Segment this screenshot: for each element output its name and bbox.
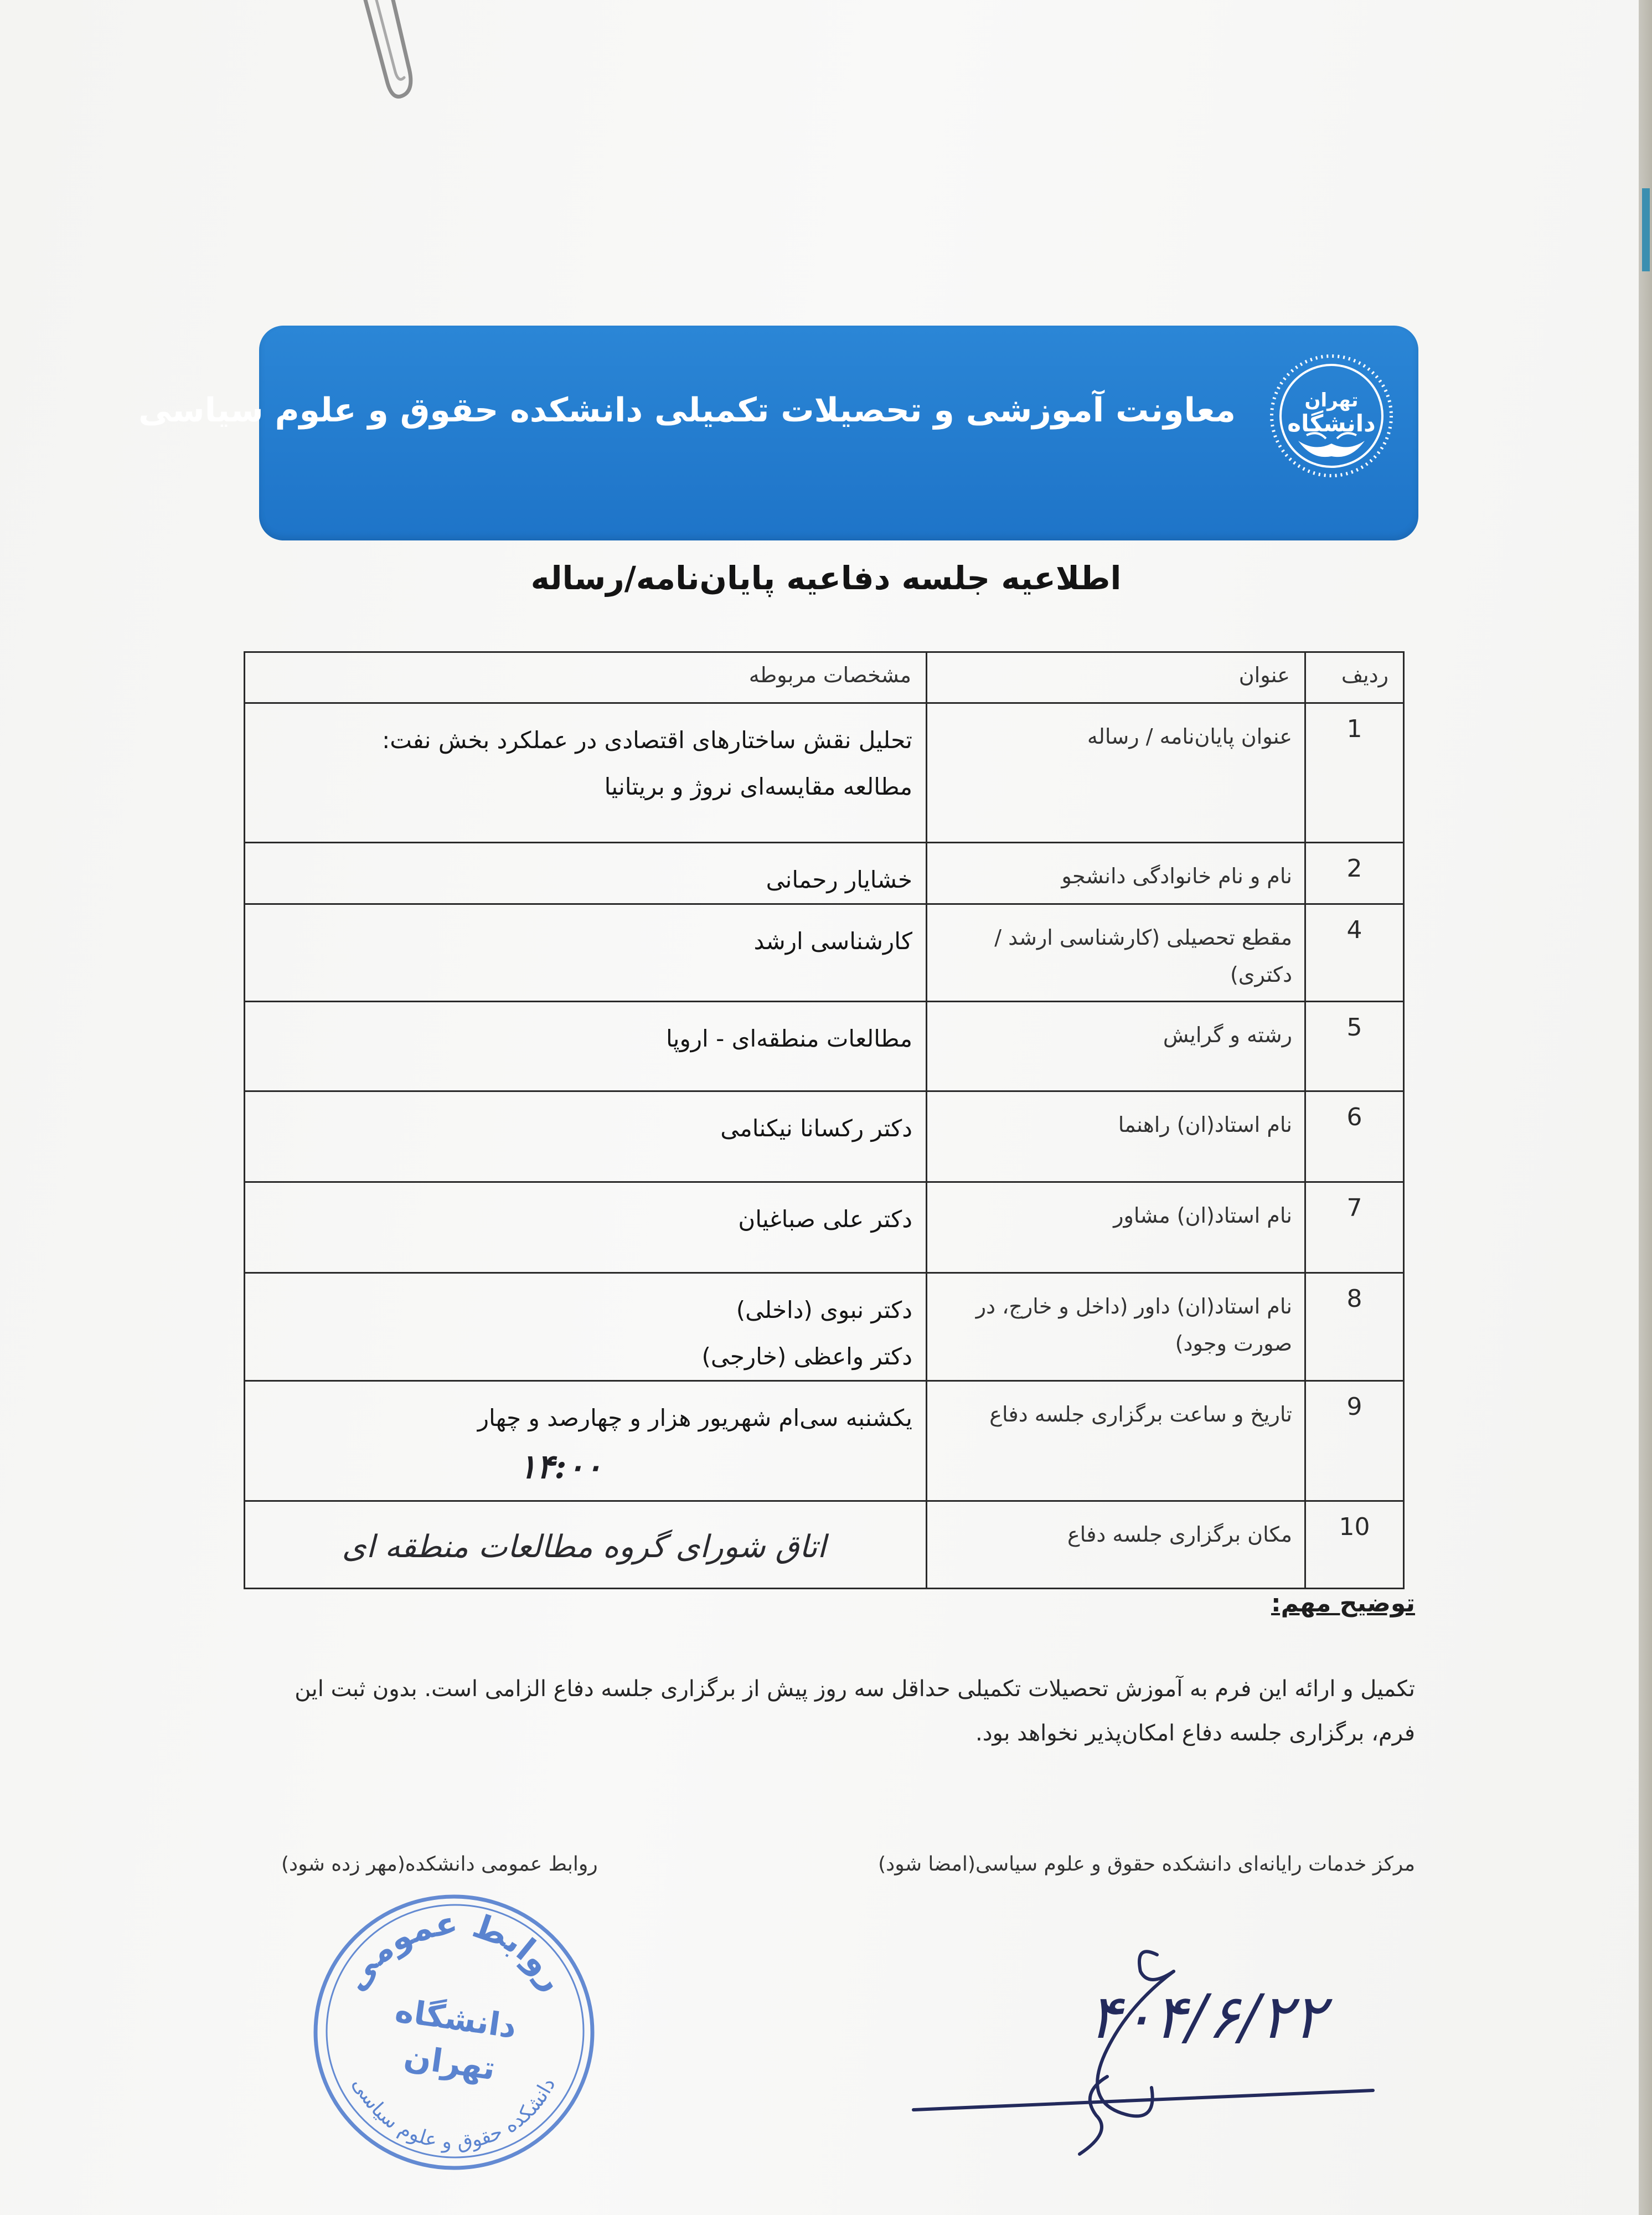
row-label: مکان برگزاری جلسه دفاع <box>927 1501 1305 1589</box>
row-label: تاریخ و ساعت برگزاری جلسه دفاع <box>927 1381 1305 1501</box>
defense-info-table <box>244 651 1405 1589</box>
row-label: نام استاد(ان) داور (داخل و خارج، در صورت وجود) <box>927 1273 1305 1381</box>
table-row <box>245 904 1404 1002</box>
row-label: نام و نام خانوادگی دانشجو <box>927 843 1305 904</box>
table-row <box>245 1501 1404 1589</box>
table-row <box>245 1002 1404 1091</box>
row-number: 4 <box>1305 904 1404 1002</box>
note-body: تکمیل و ارائه این فرم به آموزش تحصیلات تکمیلی حداقل سه روز پیش از برگزاری جلسه دفاع الزامی است. بدون ثبت این فرم، برگزاری جلسه دفاع امکان‌پذیر نخواهد بود. <box>295 1676 1415 1746</box>
row-number: 7 <box>1305 1182 1404 1273</box>
folder-edge <box>1639 0 1652 2215</box>
stamp-center-line-1: دانشگاه <box>393 1991 519 2046</box>
table-row <box>245 1273 1404 1381</box>
value-line: دکتر واعظی (خارجی) <box>701 1343 912 1370</box>
row-number: 2 <box>1305 843 1404 904</box>
row-label: مقطع تحصیلی (کارشناسی ارشد / دکتری) <box>927 904 1305 1002</box>
supervisor-value: دکتر رکسانا نیکنامی <box>245 1091 927 1182</box>
row-number: 10 <box>1305 1501 1404 1589</box>
public-relations-stamp-label: روابط عمومی دانشکده(مهر زده شود) <box>281 1853 598 1876</box>
table-row <box>245 1182 1404 1273</box>
header-row-number: ردیف <box>1305 652 1404 703</box>
row-label: نام استاد(ان) راهنما <box>927 1091 1305 1182</box>
value-line: تحلیل نقش ساختارهای اقتصادی در عملکرد بخش نفت: <box>382 727 912 754</box>
seal-text <box>1268 352 1395 480</box>
table-row <box>245 703 1404 843</box>
header-title: عنوان <box>927 652 1305 703</box>
thesis-title-value <box>245 703 927 843</box>
it-center-signature-label: مرکز خدمات رایانه‌ای دانشکده حقوق و علوم سیاسی(امضا شود) <box>878 1853 1415 1876</box>
row-number: 5 <box>1305 1002 1404 1091</box>
handwritten-time: ۱۴:۰۰ <box>518 1448 602 1486</box>
stamp-center-line-2: تهران <box>401 2037 498 2088</box>
seal-line-top: تهران <box>1304 389 1359 411</box>
seal-line-bottom: دانشگاه <box>1287 410 1376 437</box>
student-name-value: خشایار رحمانی <box>245 843 927 904</box>
row-number: 9 <box>1305 1381 1404 1501</box>
header-banner <box>138 326 1418 540</box>
degree-value: کارشناسی ارشد <box>245 904 927 1002</box>
note-heading: توضیح مهم: <box>1271 1589 1415 1618</box>
handwritten-location: اتاق شورای گروه مطالعات منطقه ای <box>342 1529 826 1565</box>
form-title: اطلاعیه جلسه دفاعیه پایان‌نامه/رساله <box>530 559 1122 597</box>
value-line: یکشنبه سی‌ام شهریور هزار و چهارصد و چهار <box>477 1404 912 1431</box>
advisor-value: دکتر علی صباغیان <box>245 1182 927 1273</box>
header-details: مشخصات مربوطه <box>245 652 927 703</box>
field-value: مطالعات منطقه‌ای - اروپا <box>245 1002 927 1091</box>
value-line: دکتر نبوی (داخلی) <box>736 1296 912 1323</box>
paper-clip-icon <box>354 0 426 111</box>
handwritten-date: ۴۰۴/۶/۲۲ <box>1088 1981 1326 2052</box>
faculty-stamp-icon <box>299 1872 609 2182</box>
table-header-row <box>245 652 1404 703</box>
row-number: 1 <box>1305 703 1404 843</box>
faculty-title: معاونت آموزشی و تحصیلات تکمیلی دانشکده حقوق و علوم سیاسی <box>138 391 1236 430</box>
location-value <box>245 1501 927 1589</box>
date-time-value <box>245 1381 927 1501</box>
examiners-value <box>245 1273 927 1381</box>
row-number: 8 <box>1305 1273 1404 1381</box>
value-line: مطالعه مقایسه‌ای نروژ و بریتانیا <box>604 773 912 800</box>
svg-text:دانشکده حقوق و علوم سیاسی <box>348 2074 560 2154</box>
table-row <box>245 1091 1404 1182</box>
row-label: نام استاد(ان) مشاور <box>927 1182 1305 1273</box>
table-row <box>245 1381 1404 1501</box>
table-row <box>245 843 1404 904</box>
folder-tab <box>1642 188 1650 271</box>
stamp-bottom-text: دانشکده حقوق و علوم سیاسی <box>348 2074 560 2154</box>
svg-text:روابط عمومی <box>335 1904 573 1998</box>
handwritten-signature-icon <box>897 1938 1395 2171</box>
stamp-top-text: روابط عمومی <box>335 1904 574 1998</box>
row-label: رشته و گرایش <box>927 1002 1305 1091</box>
row-label: عنوان پایان‌نامه / رساله <box>927 703 1305 843</box>
row-number: 6 <box>1305 1091 1404 1182</box>
